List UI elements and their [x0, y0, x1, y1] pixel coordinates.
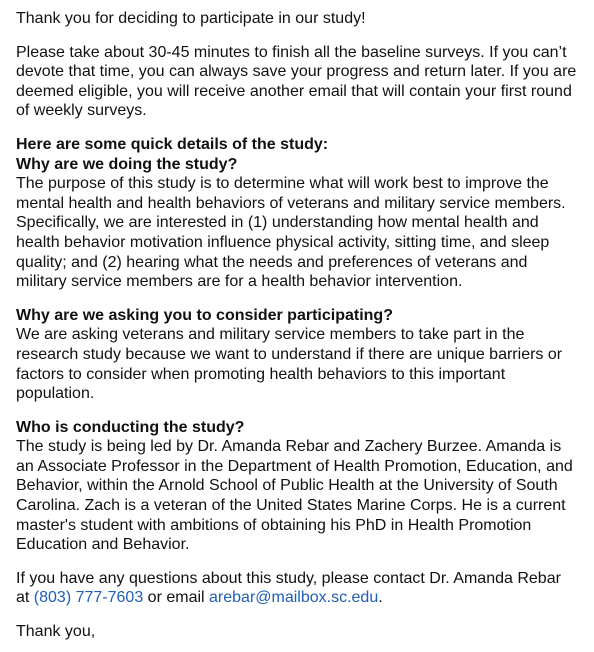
time-paragraph: Please take about 30-45 minutes to finish all the baseline surveys. If you can’t devote that time, you can always save your progress and return later. If you are deemed eligible, you will receive another email that will contain your first round of weekly surveys.	[16, 43, 577, 120]
contact-suffix: .	[378, 589, 383, 607]
why-heading: Why are we doing the study?	[16, 155, 238, 173]
email-link[interactable]: arebar@mailbox.sc.edu	[209, 589, 379, 607]
who-heading: Who is conducting the study?	[16, 418, 245, 436]
who-section	[16, 418, 578, 555]
asking-section	[16, 306, 578, 404]
contact-prefix: If you have any questions about this study, please contact Dr. Amanda Rebar at	[16, 569, 561, 607]
why-section	[16, 135, 578, 292]
phone-link[interactable]: (803) 777-7603	[33, 589, 144, 607]
signoff-text: Thank you,	[16, 623, 96, 641]
contact-paragraph	[16, 569, 578, 608]
why-body: The purpose of this study is to determine what will work best to improve the mental health and health behaviors of veterans and military service members. Specifically, we are interested in (1) understanding how mental health and health behavior motivation influence physical activity, sitting time, and sleep quality; and (2) hearing what the needs and preferences of veterans and military service members are for a health behavior intervention.	[16, 175, 566, 291]
contact-middle: or email	[143, 589, 210, 607]
asking-heading: Why are we asking you to consider participating?	[16, 306, 393, 324]
asking-body: We are asking veterans and military service members to take part in the research study because we want to understand if there are unique barriers or factors to consider when promoting health behaviors to this important population.	[16, 326, 563, 403]
details-heading: Here are some quick details of the study:	[16, 135, 329, 153]
who-body: The study is being led by Dr. Amanda Rebar and Zachery Burzee. Amanda is an Associate Professor in the Department of Health Promotion, Education, and Behavior, within the Arnold School of Public Health at the University of South Carolina. Zach is a veteran of the United States Marine Corps. He is a current master's student with ambitions of obtaining his PhD in Health Promotion Education and Behavior.	[16, 438, 573, 554]
intro-text: Thank you for deciding to participate in our study!	[16, 10, 366, 27]
